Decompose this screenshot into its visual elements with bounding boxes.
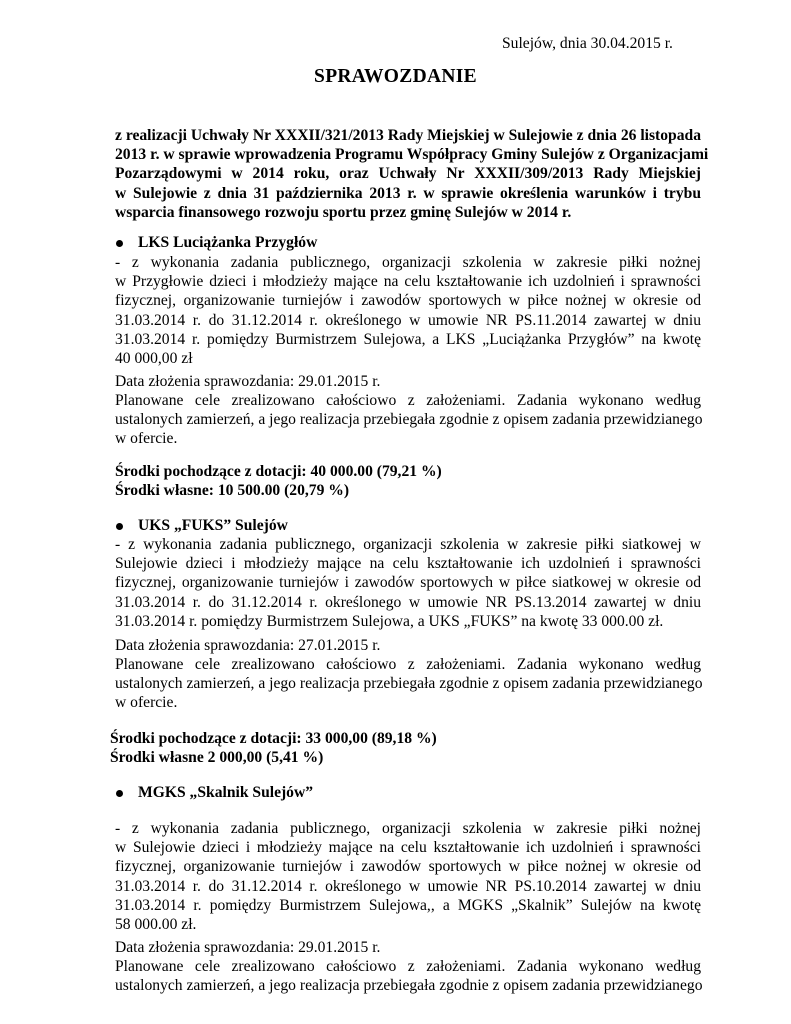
description-line: 58 000.00 zł. bbox=[115, 916, 197, 934]
section-title-mgks: MGKS „Skalnik Sulejów” bbox=[138, 784, 314, 801]
evaluation-line: ustalonych zamierzeń, a jego realizacja przebiegała zgodnie z opisem zadania przewidzianego bbox=[115, 411, 703, 429]
intro-paragraph bbox=[115, 126, 709, 222]
description-line: w Sulejowie dzieci i młodzieży mające na celu kształtowanie ich uzdolnień i sprawności bbox=[115, 839, 701, 857]
evaluation-line: w ofercie. bbox=[115, 430, 178, 448]
document-title: SPRAWOZDANIE bbox=[314, 66, 477, 87]
evaluation-mgks bbox=[115, 957, 701, 995]
description-line: - z wykonania zadania publicznego, organizacji szkolenia w zakresie piłki nożnej bbox=[115, 820, 701, 837]
evaluation-lks bbox=[115, 391, 701, 449]
description-line: 31.03.2014 r. pomiędzy Burmistrzem Sulejowa, a UKS „FUKS” na kwotę 33 000.00 zł. bbox=[115, 612, 664, 630]
section-description-lks bbox=[115, 253, 701, 368]
section-description-uks bbox=[115, 535, 701, 631]
funds-own-lks: Środki własne: 10 500.00 (20,79 %) bbox=[115, 482, 350, 499]
section-description-mgks bbox=[115, 819, 701, 934]
description-line: - z wykonania zadania publicznego, organizacji szkolenia w zakresie piłki siatkowej w bbox=[115, 536, 701, 553]
funds-grant-lks: Środki pochodzące z dotacji: 40 000.00 (79,21 %) bbox=[115, 463, 442, 480]
evaluation-line: Planowane cele zrealizowano całościowo z założeniami. Zadania wykonano według bbox=[115, 392, 701, 409]
description-line: 31.03.2014 r. do 31.12.2014 r. określonego w umowie NR PS.11.2014 zawartej w dniu bbox=[115, 311, 701, 329]
intro-line: w Sulejowie z dnia 31 października 2013 r. w sprawie określenia warunków i trybu bbox=[115, 184, 701, 202]
description-line: w Przygłowie dzieci i młodzieży mające na celu kształtowanie ich uzdolnień i sprawności bbox=[115, 273, 701, 291]
description-line: Sulejowie dzieci i młodzieży mające na celu kształtowanie ich uzdolnień i sprawności bbox=[115, 555, 701, 573]
description-line: - z wykonania zadania publicznego, organizacji szkolenia w zakresie piłki nożnej bbox=[115, 254, 701, 271]
description-line: 31.03.2014 r. do 31.12.2014 r. określonego w umowie NR PS.10.2014 zawartej w dniu bbox=[115, 877, 701, 895]
section-title-uks: UKS „FUKS” Sulejów bbox=[138, 517, 288, 534]
funds-own-uks: Środki własne 2 000,00 (5,41 %) bbox=[110, 749, 324, 766]
description-line: fizycznej, organizowanie turniejów i zawodów sportowych w piłce siatkowej w okresie od bbox=[115, 574, 701, 592]
description-line: 31.03.2014 r. pomiędzy Burmistrzem Sulejowa, a LKS „Luciążanka Przygłów” na kwotę bbox=[115, 330, 701, 348]
intro-line: wsparcia finansowego rozwoju sportu przez gminę Sulejów w 2014 r. bbox=[115, 203, 572, 221]
evaluation-line: Planowane cele zrealizowano całościowo z założeniami. Zadania wykonano według bbox=[115, 958, 701, 975]
evaluation-uks bbox=[115, 655, 701, 713]
description-line: 31.03.2014 r. do 31.12.2014 r. określonego w umowie NR PS.13.2014 zawartej w dniu bbox=[115, 593, 701, 611]
document-date: Sulejów, dnia 30.04.2015 r. bbox=[502, 35, 673, 52]
evaluation-line: ustalonych zamierzeń, a jego realizacja przebiegała zgodnie z opisem zadania przewidzianego bbox=[115, 675, 703, 693]
description-line: 40 000,00 zł bbox=[115, 350, 193, 368]
bullet-icon bbox=[116, 790, 123, 797]
evaluation-line: ustalonych zamierzeń, a jego realizacja przebiegała zgodnie z opisem zadania przewidzianego bbox=[115, 977, 703, 995]
intro-line: 2013 r. w sprawie wprowadzenia Programu Współpracy Gminy Sulejów z Organizacjami bbox=[115, 146, 709, 164]
evaluation-line: w ofercie. bbox=[115, 694, 178, 712]
description-line: fizycznej, organizowanie turniejów i zawodów sportowych w piłce nożnej w okresie od bbox=[115, 858, 701, 876]
evaluation-line: Planowane cele zrealizowano całościowo z założeniami. Zadania wykonano według bbox=[115, 656, 701, 673]
funds-grant-uks: Środki pochodzące z dotacji: 33 000,00 (89,18 %) bbox=[110, 730, 437, 747]
section-title-lks: LKS Luciążanka Przygłów bbox=[138, 234, 318, 251]
report-date-uks: Data złożenia sprawozdania: 27.01.2015 r. bbox=[115, 637, 381, 654]
description-line: 31.03.2014 r. pomiędzy Burmistrzem Sulejowa,, a MGKS „Skalnik” Sulejów na kwotę bbox=[115, 896, 701, 914]
intro-line: Pozarządowymi w 2014 roku, oraz Uchwały Nr XXXII/309/2013 Rady Miejskiej bbox=[115, 165, 701, 183]
report-date-mgks: Data złożenia sprawozdania: 29.01.2015 r. bbox=[115, 939, 381, 956]
bullet-icon bbox=[116, 523, 123, 530]
description-line: fizycznej, organizowanie turniejów i zawodów sportowych w piłce nożnej w okresie od bbox=[115, 292, 701, 310]
intro-line: z realizacji Uchwały Nr XXXII/321/2013 Rady Miejskiej w Sulejowie z dnia 26 listopada bbox=[115, 127, 701, 144]
bullet-icon bbox=[116, 240, 123, 247]
report-date-lks: Data złożenia sprawozdania: 29.01.2015 r. bbox=[115, 373, 381, 390]
